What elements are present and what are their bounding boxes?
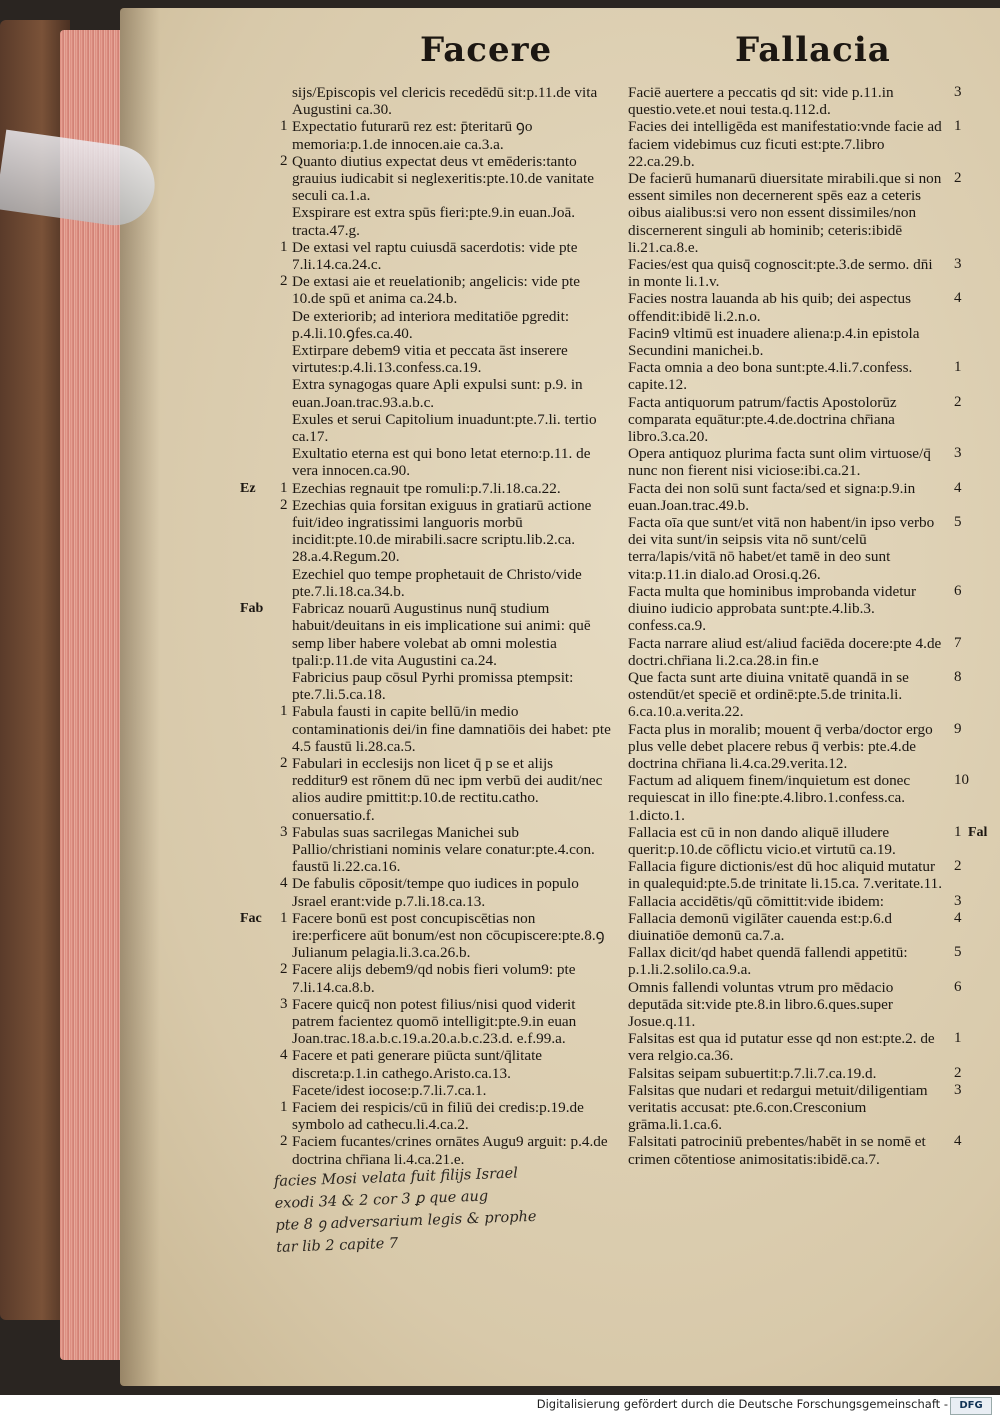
entry-text: Facere alijs debem9/qd nobis fieri volum9: pte 7.li.14.ca.8.b. [292, 961, 576, 996]
entry-number: 3 [954, 84, 962, 100]
entry-number: 1 [280, 479, 288, 496]
index-entry [628, 479, 962, 514]
entry-number: 10 [954, 772, 969, 789]
index-entry [628, 514, 962, 583]
index-entry [292, 669, 612, 703]
index-entry [280, 118, 612, 153]
index-entry [280, 238, 612, 274]
index-entry [292, 376, 612, 410]
handwritten-line: tar lib 2 capite 7 [275, 1235, 399, 1256]
index-entry [628, 858, 962, 893]
index-entry [280, 273, 612, 308]
entry-number: 1 [954, 118, 962, 135]
entry-text: Factum ad aliquem finem/inquietum est donec requiescat in illo fine:pte.4.libro.1.confess.ca. 1.dicto.1. [628, 772, 911, 824]
handwritten-line: pte 8 ꝯ adversarium legis & prophe [275, 1208, 537, 1234]
entry-text: Que facta sunt arte diuina vnitatē quandā in se ostendūt/et speciē et ordinē:pte.5.de trinita.li. 6.ca.10.a.verita.22. [628, 668, 909, 721]
entry-text: Faciem fucantes/crines ornātes Augu9 arguit: p.4.de doctrina chr̄iana li.4.ca.21.e. [292, 1133, 608, 1168]
entry-text: Fabula fausti in capite bellū/in medio contaminationis dei/in fine damnatiōis dei habet: pte 4.5 faustū li.28.ca.5. [292, 703, 611, 755]
entry-number: 3 [954, 892, 962, 909]
index-entry [280, 1098, 612, 1134]
index-entry [280, 1047, 612, 1082]
entry-number: 2 [280, 754, 288, 771]
entry-number: 1 [280, 238, 288, 255]
entry-text: Facere bonū est post concupiscētias non ire:perficere aūt bonum/est non cōcupiscere:pte.8.ꝯ Julianum pelagia.li.3.ca.26.b. [292, 909, 605, 962]
index-entry [628, 1064, 962, 1082]
entry-text: Ezechias regnauit tpe romuli:p.7.li.18.ca.22. [292, 479, 561, 497]
entry-text: Ezechiel quo tempe prophetauit de Christo/vide pte.7.li.18.ca.34.b. [292, 565, 582, 600]
entry-number: 4 [954, 479, 962, 496]
entry-text: Omnis fallendi voluntas vtrum pro mēdacio deputāda sit:vide pte.8.in libro.6.ques.super Josue.q.11. [628, 978, 894, 1030]
entry-text: Quanto diutius expectat deus vt emēderis:tanto grauius iudicabit si neglexeritis:pte.10.de vanitate seculi ca.1.a. [292, 152, 594, 205]
entry-text: Fallax dicit/qd habet quendā fallendi appetitū: p.1.li.2.solilo.ca.9.a. [628, 944, 908, 979]
index-entry [292, 342, 612, 376]
index-entry [240, 909, 612, 962]
entry-text: Opera antiquoz plurima facta sunt olim virtuose/q̄ nunc non fierent nisi viciose:ibi.ca.21. [628, 445, 931, 480]
entry-text: Facere et pati generare piūcta sunt/q̄litate discreta:p.1.in cathego.Aristo.ca.13. [292, 1047, 543, 1082]
index-entry [628, 359, 962, 394]
index-entry [292, 445, 612, 479]
entry-number: 3 [954, 256, 962, 273]
entry-text: Faciem dei respicis/cū in filiū dei credis:p.19.de symbolo ad cathecu.li.4.ca.2. [292, 1098, 584, 1134]
entry-number: 2 [280, 961, 288, 978]
entry-number: 1 [280, 703, 288, 720]
entry-text: Falsitas seipam subuertit:p.7.li.7.ca.19.d. [628, 1064, 877, 1082]
index-entry [628, 393, 962, 446]
left-column [240, 84, 612, 1168]
entry-text: Falsitas que nudari et redargui metuit/diligentiam veritatis accusat: pte.6.con.Cresconium grāma.li.1.ca.6. [628, 1081, 928, 1134]
index-entry [280, 823, 612, 876]
entry-text: Exspirare est extra spūs fieri:pte.9.in euan.Joā. tracta.47.g. [292, 204, 575, 239]
entry-number: 6 [954, 978, 962, 995]
entry-text: De extasi vel raptu cuiusdā sacerdotis: vide pte 7.li.14.ca.24.c. [292, 238, 578, 274]
entry-text: Ezechias quia forsitan exiguus in gratiarū actione fuit/ideo ingratissimi languoris morbū incidit:pte.10.de mirabili.sacre scriptu.lib.2.ca. 28.a.4.Regum.20. [292, 496, 592, 566]
index-entry [628, 170, 962, 256]
entry-text: Fabulari in ecclesijs non licet q̄ p se et alijs redditur9 est rōnem dū nec ipm verbū dei audit/nec alios audire pmittit:p.10.de rectitu.catho. conuersatio.f. [292, 754, 603, 824]
entry-number: 2 [280, 152, 288, 169]
entry-number: 3 [280, 995, 288, 1012]
entry-text: Facere quicq̄ non potest filius/nisi quod viderit patrem facientez quomō intelligit:pte.9.in euan Joan.trac.18.a.b.c.19.a.20.a.b.c.23.d. e.f.99.a. [292, 995, 577, 1048]
right-column [628, 84, 988, 1168]
entry-text: Faciē auertere a peccatis qd sit: vide p.11.in questio.vete.et noui testa.q.112.d. [628, 84, 894, 119]
header-left: Facere [420, 30, 553, 70]
entry-number: 3 [954, 445, 962, 462]
entry-text: Fallacia demonū vigilāter cauenda est:p.6.d diuinatiōe demonū ca.7.a. [628, 909, 893, 944]
letter-key: Fal [968, 824, 988, 840]
entry-text: Facta multa que hominibus improbanda videtur diuino iudicio approbata sunt:pte.4.lib.3. confess.ca.9. [628, 582, 917, 635]
index-entry [628, 1081, 962, 1134]
entry-number: 1 [280, 118, 288, 135]
index-entry [628, 582, 962, 635]
entry-number: 1 [280, 1098, 288, 1115]
letter-key: Fab [240, 601, 264, 617]
entry-text: Falsitas est qua id putatur esse qd non est:pte.2. de vera relgio.ca.36. [628, 1030, 935, 1065]
entry-text: Facta narrare aliud est/aliud faciēda docere:pte 4.de doctri.chr̄iana li.2.ca.28.in fin.e [628, 634, 942, 669]
index-entry [628, 978, 962, 1031]
entry-text: Facta omnia a deo bona sunt:pte.4.li.7.confess. capite.12. [628, 359, 913, 394]
index-entry [628, 892, 962, 910]
entry-text: De extasi aie et reuelationib; angelicis: vide pte 10.de spū et anima ca.24.b. [292, 273, 581, 308]
index-entry [240, 600, 612, 669]
entry-text: Fabricius paup cōsul Pyrhi promissa ptempsit: pte.7.li.5.ca.18. [292, 668, 574, 704]
entry-text: Extirpare debem9 vitia et peccata āst inserere virtutes:p.4.li.13.confess.ca.19. [292, 342, 568, 377]
entry-number: 4 [954, 290, 962, 307]
header-right: Fallacia [735, 30, 891, 70]
index-entry [628, 445, 962, 480]
entry-text: Facta antiquorum patrum/factis Apostolorūz comparata equātur:pte.4.de.doctrina chr̄iana libro.3.ca.20. [628, 393, 897, 446]
index-entry [628, 290, 962, 325]
entry-number: 4 [280, 875, 288, 892]
entry-number: 2 [280, 1133, 288, 1150]
entry-text: Facta dei non solū sunt facta/sed et signa:p.9.in euan.Joan.trac.49.b. [628, 479, 916, 514]
entry-text: De facierū humanarū diuersitate mirabili.que si non essent similes non decernerent spēs eaz a ceteris oibus aialibus:si vero non essent dissimiles/non discernerent singuli ab hominib; ceteris:ibidē li.21.ca.8.e. [628, 170, 942, 256]
entry-text: Facete/idest iocose:p.7.li.7.ca.1. [292, 1081, 487, 1099]
entry-number: 1 [954, 359, 962, 376]
index-entry [628, 909, 962, 944]
entry-number: 5 [954, 944, 962, 961]
index-entry [628, 1133, 962, 1168]
entry-text: Falsitati patrociniū prebentes/habēt in se nomē et crimen cōtentiose animositatis:ibidē.ca.7. [628, 1133, 926, 1168]
entry-number: 1 [954, 823, 962, 840]
index-entry [280, 995, 612, 1048]
entry-text: Fallacia accidētis/qū cōmittit:vide ibidem: [628, 892, 885, 910]
dfg-logo: DFG [950, 1397, 992, 1415]
index-entry [292, 1082, 612, 1099]
handwritten-line: facies Mosi velata fuit filijs Israel [273, 1165, 519, 1190]
entry-text: Expectatio futurarū rez est: p̄teritarū ꝯo memoria:p.1.de innocen.aie ca.3.a. [292, 118, 533, 153]
entry-text: De fabulis cōposit/tempe quo iudices in populo Jsrael erant:vide p.7.li.18.ca.13. [292, 875, 579, 910]
entry-number: 5 [954, 514, 962, 531]
entry-text: Facies dei intelligēda est manifestatio:vnde facie ad faciem videbimus cuz ficuti est:pte.7.libro 22.ca.29.b. [628, 118, 942, 170]
index-entry [280, 152, 612, 205]
index-entry [292, 308, 612, 342]
index-entry [628, 325, 948, 359]
entry-number: 9 [954, 720, 962, 737]
index-entry [280, 496, 612, 566]
entry-text: Extra synagogas quare Apli expulsi sunt: p.9. in euan.Joan.trac.93.a.b.c. [292, 376, 583, 411]
entry-number: 1 [954, 1030, 962, 1047]
index-entry [292, 566, 612, 600]
entry-text: Facies nostra lauanda ab his quib; dei aspectus offendit:ibidē li.2.n.o. [628, 290, 912, 325]
entry-number: 2 [954, 858, 962, 875]
index-entry [628, 720, 962, 773]
entry-text: Facta oīa que sunt/et vitā non habent/in ipso verbo dei vita sunt/in seipsis vita nō sunt/celū terra/lapis/vitā nō habet/et tamē in deo sunt vita:p.11.in dialo.ad Orosi.q.26. [628, 514, 935, 583]
entry-text: Exultatio eterna est qui bono letat eterno:p.11. de vera innocen.ca.90. [292, 445, 591, 480]
letter-key: Fac [240, 910, 262, 926]
entry-text: Facta plus in moralib; mouent q̄ verba/doctor ergo plus velle debet placere rebus q̄ verbis: pte.4.de doctrina chr̄iana li.4.ca.29.verita.12. [628, 720, 933, 772]
index-entry [628, 1030, 962, 1065]
index-entry [628, 944, 962, 979]
entry-number: 2 [280, 496, 288, 513]
entry-number: 7 [954, 634, 962, 651]
index-entry [280, 961, 612, 996]
entry-text: Exules et serui Capitolium inuadunt:pte.7.li. tertio ca.17. [292, 410, 597, 446]
index-entry [240, 479, 612, 497]
entry-number: 2 [954, 170, 962, 187]
index-entry [280, 754, 612, 824]
handwritten-note [274, 1159, 617, 1259]
index-entry [280, 875, 612, 910]
index-entry [628, 823, 988, 858]
entry-text: Fallacia est cū in non dando aliquē illudere querit:p.10.de cōflictu vicio.et virtutū ca.19. [628, 823, 896, 858]
entry-number: 3 [954, 1081, 962, 1098]
index-entry [292, 204, 612, 238]
entry-text: Facin9 vltimū est inuadere aliena:p.4.in epistola Secundini manichei.b. [628, 324, 920, 360]
index-entry [280, 703, 612, 755]
letter-key: Ez [240, 480, 256, 496]
entry-number: 2 [954, 393, 962, 410]
entry-number: 3 [280, 823, 288, 840]
entry-number: 4 [280, 1047, 288, 1064]
entry-number: 4 [954, 909, 962, 926]
entry-text: Facies/est qua quisq̄ cognoscit:pte.3.de sermo. dn̄i in monte li.1.v. [628, 256, 933, 291]
index-entry [628, 118, 962, 170]
index-entry [628, 634, 962, 669]
index-entry [628, 668, 962, 721]
index-entry [292, 411, 612, 445]
footer-bar [0, 1395, 1000, 1417]
index-entry [628, 772, 969, 824]
entry-text: Fabulas suas sacrilegas Manichei sub Pallio/christiani nominis velare conatur:pte.4.con. faustū li.22.ca.16. [292, 823, 595, 876]
entry-text: De exteriorib; ad interiora meditatiōe pgredit: p.4.li.10.ꝯfes.ca.40. [292, 307, 570, 342]
entry-text: sijs/Episcopis vel clericis recedēdū sit:p.11.de vita Augustini ca.30. [292, 84, 598, 119]
handwritten-line: exodi 34 & 2 cor 3 ꝑ que aug [274, 1188, 489, 1212]
entry-number: 8 [954, 668, 962, 685]
entry-number: 6 [954, 582, 962, 599]
entry-number: 2 [954, 1064, 962, 1081]
entry-text: Fabricaz nouarū Augustinus nunq̄ studium habuit/deuitans in eis implicatione sui animi: quē semp liber habere volebat ab omni molestia tpali:p.11.de vita Augustini ca.24. [292, 600, 591, 669]
index-entry [628, 256, 962, 291]
entry-number: 1 [280, 909, 288, 926]
index-entry [292, 84, 612, 118]
entry-number: 4 [954, 1133, 962, 1150]
entry-text: Fallacia figure dictionis/est dū hoc aliquid mutatur in qualequid:pte.5.de trinitate li.15.ca. 7.veritate.11. [628, 858, 943, 893]
footer-credit: Digitalisierung gefördert durch die Deutsche Forschungsgemeinschaft - [536, 1397, 948, 1411]
entry-number: 2 [280, 273, 288, 290]
index-entry [628, 84, 962, 119]
